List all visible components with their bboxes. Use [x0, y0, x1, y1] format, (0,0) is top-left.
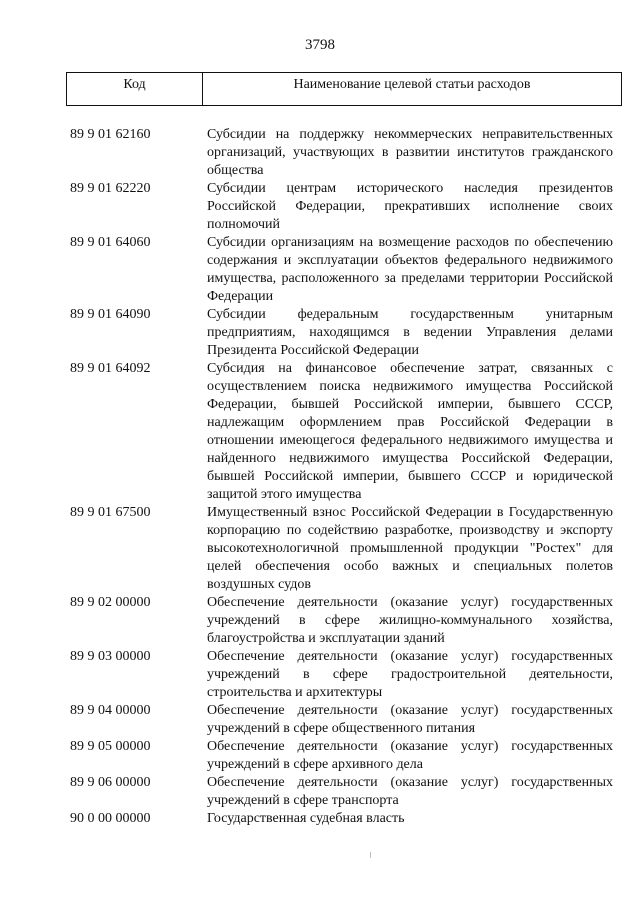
- row-code: 89 9 01 64090: [70, 307, 151, 322]
- row-description: Субсидии федеральным государственным унитарным предприятиям, находящимся в ведении Управления делами Президента Российской Федерации: [207, 307, 613, 358]
- row-description: Субсидии организациям на возмещение расходов по обеспечению содержания и эксплуатации объектов федерального недвижимого имущества, расположенного за пределами территории Российской Федерации: [207, 235, 613, 304]
- table-row: [0, 594, 640, 648]
- row-description: Субсидии центрам исторического наследия президентов Российской Федерации, прекративших исполнение своих полномочий: [207, 181, 613, 232]
- table-row: [0, 738, 640, 774]
- row-description: Субсидии на поддержку некоммерческих неправительственных организаций, участвующих в развитии институтов гражданского общества: [207, 127, 613, 178]
- row-code: 89 9 04 00000: [70, 703, 151, 718]
- table-row: [0, 774, 640, 810]
- table-row: [0, 648, 640, 702]
- page-number: 3798: [305, 37, 335, 53]
- row-description: Имущественный взнос Российской Федерации в Государственную корпорацию по содействию разработке, производству и экспорту высокотехнологичной промышленной продукции "Ростех" для целей обеспечения особо важных и специальных полетов воздушных судов: [207, 505, 613, 592]
- table-header: [66, 72, 622, 106]
- header-code: Код: [67, 73, 203, 105]
- header-name: Наименование целевой статьи расходов: [293, 77, 531, 92]
- table-row: [0, 180, 640, 234]
- table-row: [0, 360, 640, 504]
- row-description: Обеспечение деятельности (оказание услуг) государственных учреждений в сфере общественного питания: [207, 703, 613, 736]
- row-code: 89 9 06 00000: [70, 775, 151, 790]
- row-code: 90 0 00 00000: [70, 811, 151, 826]
- row-code: 89 9 01 64092: [70, 361, 151, 376]
- row-description: Обеспечение деятельности (оказание услуг) государственных учреждений в сфере транспорта: [207, 775, 613, 808]
- row-description: Государственная судебная власть: [207, 811, 405, 826]
- page-mark: [370, 852, 371, 858]
- table-row: [0, 504, 640, 594]
- row-code: 89 9 01 62220: [70, 181, 151, 196]
- row-code: 89 9 01 67500: [70, 505, 151, 520]
- row-code: 89 9 02 00000: [70, 595, 151, 610]
- table-row: [0, 810, 640, 828]
- row-description: Субсидия на финансовое обеспечение затрат, связанных с осуществлением поиска недвижимого имущества Российской Федерации, бывшей Российской империи, бывшего СССР, надлежащим оформлением прав Российской Федерации в отношении имеющегося федерального недвижимого имущества и найденного недвижимого имущества Российской Федерации, бывшей Российской империи, бывшего СССР и юридической защитой этого имущества: [207, 361, 613, 502]
- row-code: 89 9 03 00000: [70, 649, 151, 664]
- table-row: [0, 306, 640, 360]
- row-description: Обеспечение деятельности (оказание услуг) государственных учреждений в сфере жилищно-коммунального хозяйства, благоустройства и эксплуатации зданий: [207, 595, 613, 646]
- row-code: 89 9 01 64060: [70, 235, 151, 250]
- table-row: [0, 126, 640, 180]
- table-row: [0, 702, 640, 738]
- row-description: Обеспечение деятельности (оказание услуг) государственных учреждений в сфере градостроительной деятельности, строительства и архитектуры: [207, 649, 613, 700]
- entries-list: [0, 126, 640, 828]
- row-code: 89 9 05 00000: [70, 739, 151, 754]
- row-description: Обеспечение деятельности (оказание услуг) государственных учреждений в сфере архивного дела: [207, 739, 613, 772]
- row-code: 89 9 01 62160: [70, 127, 151, 142]
- table-row: [0, 234, 640, 306]
